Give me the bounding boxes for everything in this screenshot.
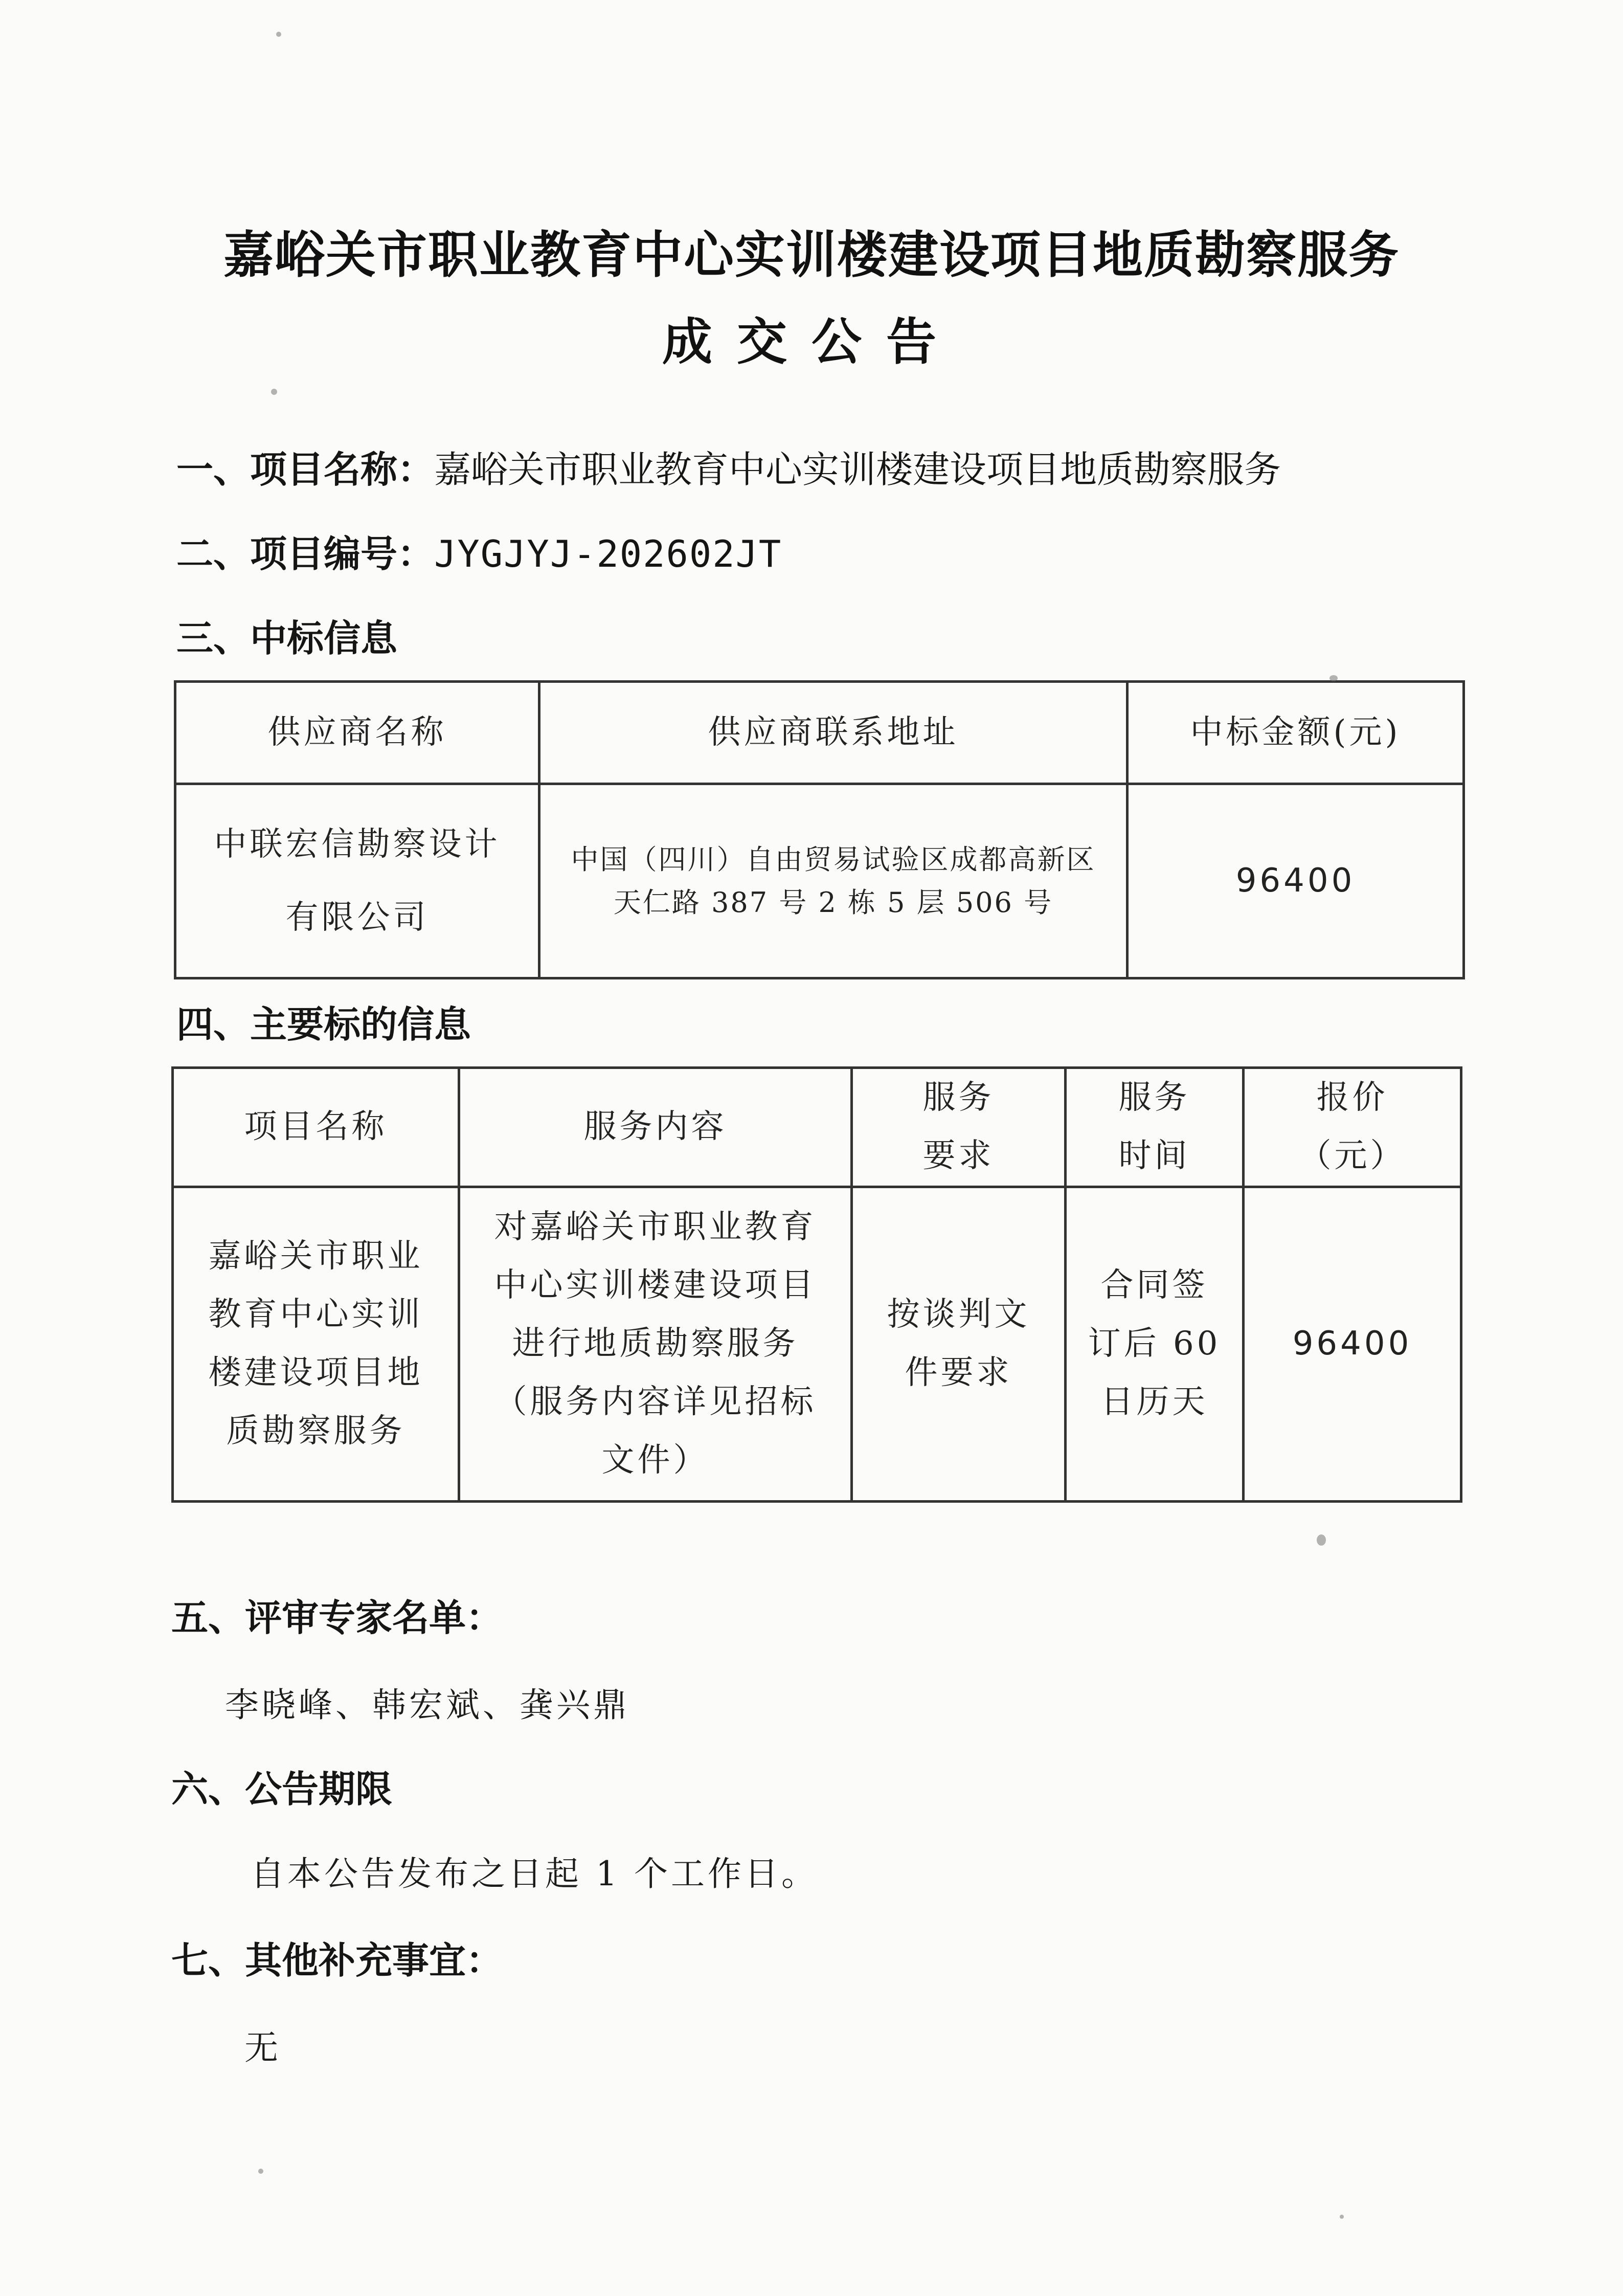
subject-table bbox=[171, 1066, 1462, 1503]
service-content-cell bbox=[459, 1187, 852, 1501]
supplier-name-cell bbox=[175, 784, 539, 978]
cell-line: 质勘察服务 bbox=[226, 1412, 405, 1450]
header-award-amount: 中标金额(元) bbox=[1128, 682, 1464, 784]
header-supplier-name: 供应商名称 bbox=[175, 682, 539, 784]
table-row bbox=[175, 784, 1464, 978]
service-requirement-cell bbox=[852, 1187, 1066, 1501]
cell-line: 报价 bbox=[1316, 1079, 1388, 1117]
scan-speck bbox=[1329, 675, 1338, 681]
scan-speck bbox=[276, 32, 281, 37]
award-amount-cell: 96400 bbox=[1128, 784, 1464, 978]
header-service-time bbox=[1066, 1068, 1244, 1187]
price-cell: 96400 bbox=[1244, 1187, 1461, 1501]
cell-line: （服务内容详见招标 bbox=[494, 1383, 817, 1421]
project-code-value: JYGJYJ-202602JT bbox=[434, 532, 782, 575]
project-name-cell bbox=[173, 1187, 459, 1501]
header-price bbox=[1244, 1068, 1461, 1187]
cell-line: 天仁路 387 号 2 栋 5 层 506 号 bbox=[613, 886, 1053, 919]
section-subject-info: 四、主要标的信息 bbox=[176, 1003, 471, 1046]
section-other-matters: 七、其他补充事宜： bbox=[171, 1939, 503, 1982]
winner-table bbox=[174, 680, 1465, 979]
cell-line: 教育中心实训 bbox=[208, 1295, 423, 1333]
header-service-content: 服务内容 bbox=[459, 1068, 852, 1187]
header-service-requirement bbox=[852, 1068, 1066, 1187]
service-time-cell bbox=[1066, 1187, 1244, 1501]
section-label: 二、项目编号： bbox=[176, 532, 435, 575]
section-expert-list: 五、评审专家名单： bbox=[171, 1596, 503, 1639]
scan-speck bbox=[1340, 2215, 1344, 2219]
cell-line: 有限公司 bbox=[285, 898, 429, 937]
header-project-name: 项目名称 bbox=[173, 1068, 459, 1187]
document-title: 嘉峪关市职业教育中心实训楼建设项目地质勘察服务 bbox=[223, 226, 1400, 284]
scan-speck bbox=[258, 2169, 263, 2174]
cell-line: 按谈判文 bbox=[887, 1295, 1030, 1333]
project-name-value: 嘉峪关市职业教育中心实训楼建设项目地质勘察服务 bbox=[434, 448, 1281, 491]
cell-line: 中国（四川）自由贸易试验区成都高新区 bbox=[571, 843, 1096, 876]
scan-speck bbox=[1317, 1534, 1326, 1546]
cell-line: 中联宏信勘察设计 bbox=[214, 826, 501, 864]
section-winner-info: 三、中标信息 bbox=[176, 617, 398, 660]
section-project-name bbox=[176, 440, 1281, 493]
scan-speck bbox=[271, 389, 277, 395]
cell-line: 楼建设项目地 bbox=[208, 1353, 423, 1392]
cell-line: （元） bbox=[1298, 1136, 1406, 1175]
table-row bbox=[173, 1187, 1461, 1501]
expert-names: 李晓峰、韩宏斌、龚兴鼎 bbox=[225, 1685, 630, 1725]
supplier-address-cell bbox=[539, 784, 1128, 978]
cell-line: 进行地质勘察服务 bbox=[512, 1324, 799, 1363]
cell-line: 服务 bbox=[922, 1079, 995, 1117]
cell-line: 日历天 bbox=[1100, 1383, 1208, 1421]
cell-line: 中心实训楼建设项目 bbox=[494, 1266, 817, 1304]
notice-period-text: 自本公告发布之日起 1 个工作日。 bbox=[251, 1854, 818, 1893]
cell-line: 要求 bbox=[922, 1136, 995, 1175]
cell-line: 对嘉峪关市职业教育 bbox=[494, 1208, 817, 1246]
cell-line: 订后 60 bbox=[1088, 1324, 1221, 1363]
cell-line: 服务 bbox=[1118, 1079, 1190, 1117]
section-notice-period: 六、公告期限 bbox=[171, 1768, 393, 1811]
table-header-row bbox=[173, 1068, 1461, 1187]
cell-line: 文件） bbox=[601, 1441, 709, 1479]
section-project-code bbox=[176, 524, 782, 577]
other-matters-text: 无 bbox=[244, 2028, 281, 2067]
header-supplier-address: 供应商联系地址 bbox=[539, 682, 1128, 784]
cell-line: 嘉峪关市职业 bbox=[208, 1237, 423, 1275]
document-subtitle: 成交公告 bbox=[662, 313, 961, 371]
cell-line: 件要求 bbox=[905, 1353, 1012, 1392]
table-header-row bbox=[175, 682, 1464, 784]
section-label: 一、项目名称： bbox=[176, 448, 435, 491]
cell-line: 合同签 bbox=[1100, 1266, 1208, 1304]
cell-line: 时间 bbox=[1118, 1136, 1190, 1175]
